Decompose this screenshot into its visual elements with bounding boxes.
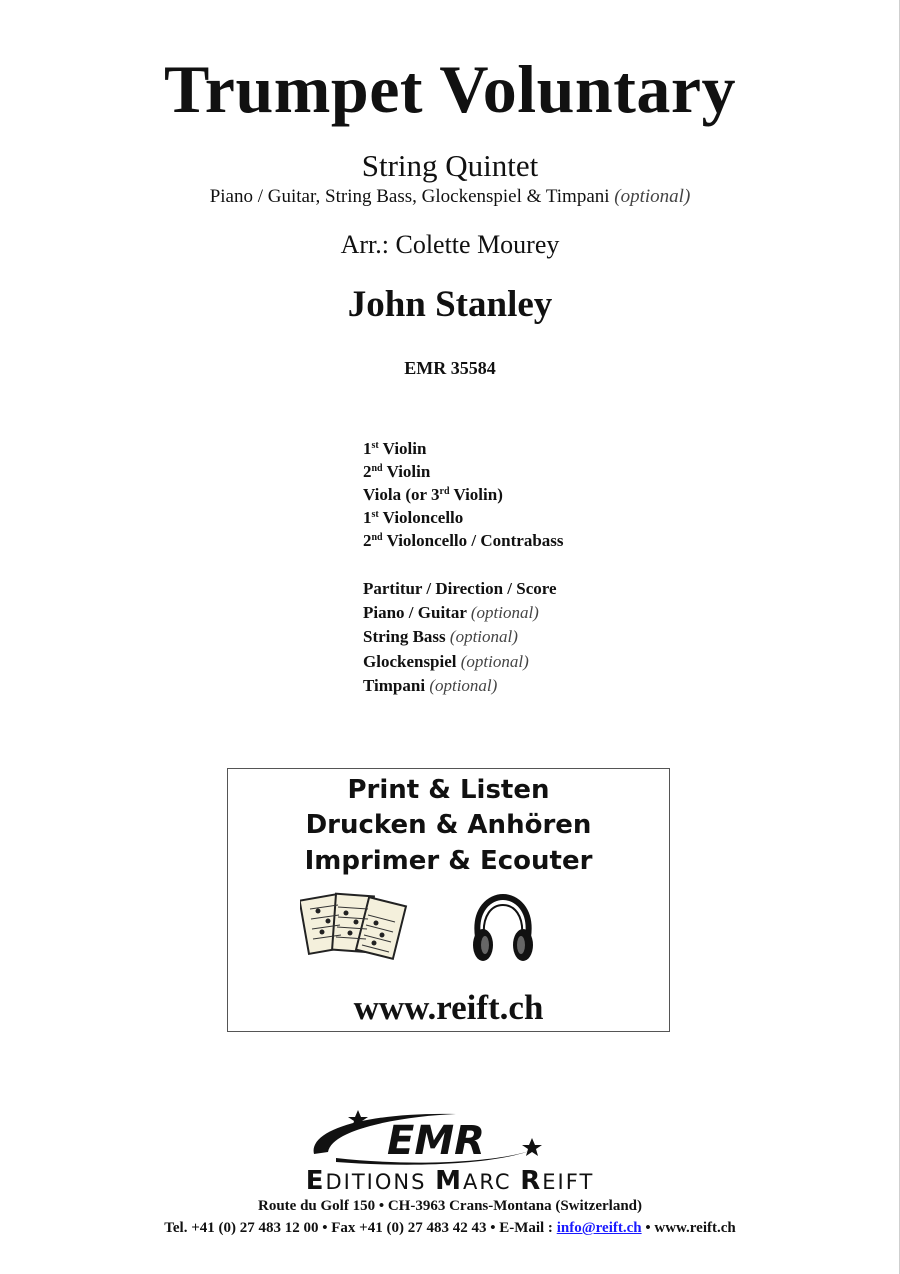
- parts-list: [363, 437, 564, 552]
- extra-part-item: String Bass (optional): [363, 627, 518, 647]
- print-listen-box[interactable]: [227, 768, 670, 1032]
- headphones-icon: [468, 893, 538, 965]
- instrumentation-text: Piano / Guitar, String Bass, Glockenspiel & Timpani: [209, 186, 610, 207]
- page-title: Trumpet Voluntary: [163, 51, 737, 127]
- part-item: Viola (or 3rd Violin): [363, 485, 503, 504]
- part-item: 1st Violin: [363, 439, 427, 458]
- part-item: 1st Violoncello: [363, 508, 464, 527]
- arranger: Arr.: Colette Mourey: [340, 230, 560, 259]
- subtitle: String Quintet: [361, 148, 539, 183]
- extra-parts-list: [363, 577, 557, 698]
- publisher-address: Route du Golf 150 • CH-3963 Crans-Montana (Switzerland): [258, 1198, 642, 1214]
- publisher-contact: Tel. +41 (0) 27 483 12 00 • Fax +41 (0) 27 483 42 43 • E-Mail : info@reift.ch • www.reift.ch: [164, 1220, 736, 1236]
- optional-note: (optional): [614, 186, 691, 207]
- promo-line-de: Drucken & Anhören: [305, 810, 592, 840]
- publisher-name: EDITIONS MARC REIFT: [305, 1166, 595, 1196]
- emr-logo: [306, 1108, 556, 1168]
- extra-part-item: Timpani (optional): [363, 675, 498, 695]
- extra-part-item: Piano / Guitar (optional): [363, 603, 539, 623]
- catalog-number: EMR 35584: [404, 358, 496, 378]
- part-item: 2nd Violoncello / Contrabass: [363, 531, 564, 550]
- instrumentation-line: [0, 186, 900, 208]
- extra-part-item: Glockenspiel (optional): [363, 651, 529, 671]
- promo-line-fr: Imprimer & Ecouter: [304, 846, 593, 876]
- extra-part-item: Partitur / Direction / Score: [363, 579, 557, 598]
- composer: John Stanley: [347, 284, 553, 325]
- email-link[interactable]: info@reift.ch: [556, 1220, 642, 1236]
- logo-text: EMR: [387, 1118, 485, 1164]
- sheet-music-icon: [300, 891, 412, 967]
- promo-line-en: Print & Listen: [347, 775, 550, 805]
- promo-url-link[interactable]: www.reift.ch: [353, 988, 544, 1027]
- part-item: 2nd Violin: [363, 462, 431, 481]
